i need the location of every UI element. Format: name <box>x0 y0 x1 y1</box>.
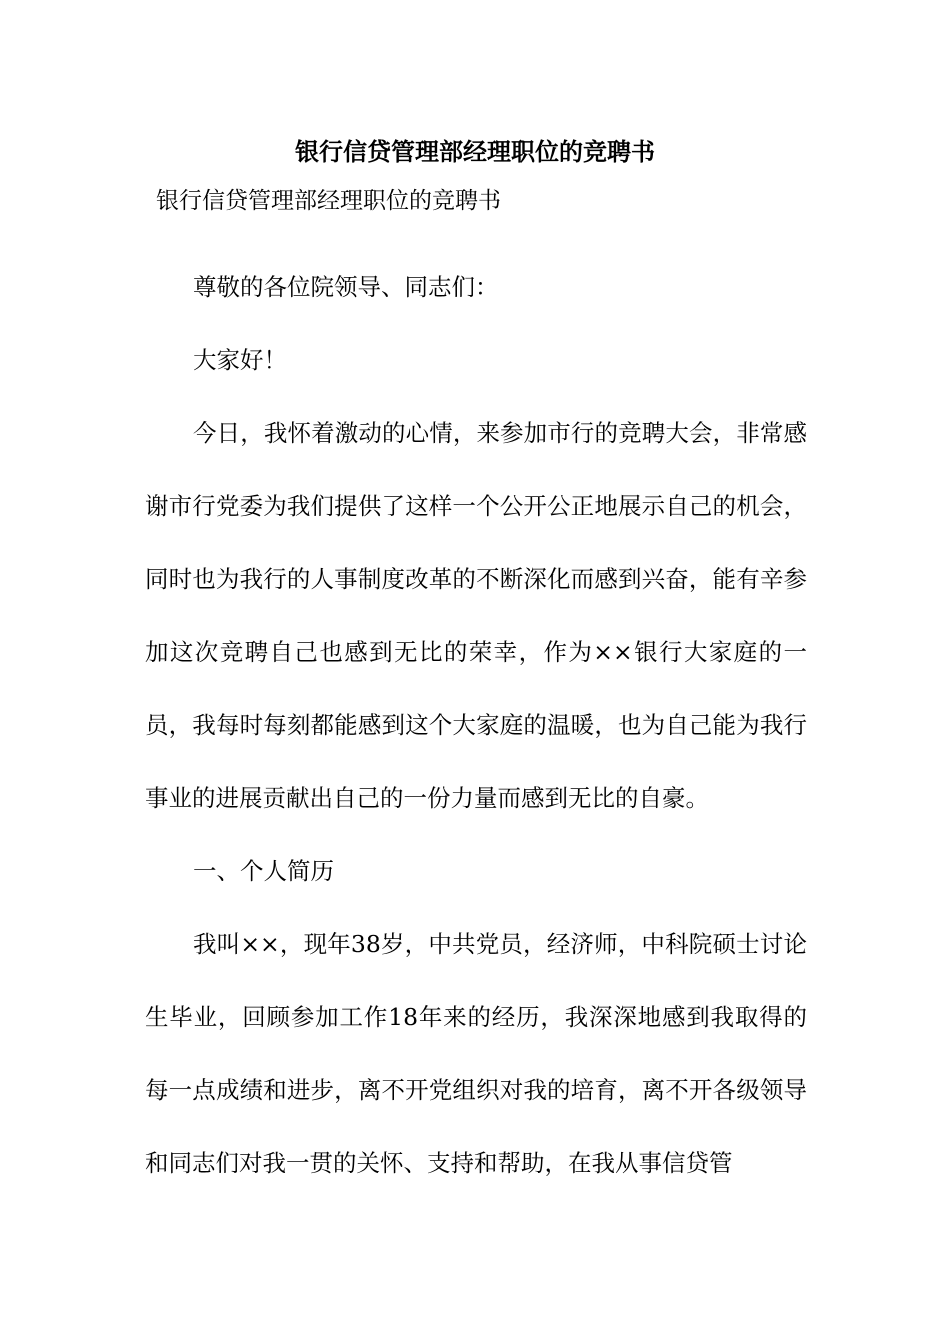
document-title: 银行信贷管理部经理职位的竞聘书 <box>295 137 655 166</box>
greeting-paragraph: 大家好！ <box>193 346 287 374</box>
intro-paragraph: 今日，我怀着激动的心情，来参加市行的竞聘大会，非常感谢市行党委为我们提供了这样一个公开公正地展示自己的机会，同时也为我行的人事制度改革的不断深化而感到兴奋，能有辛参加这次竞聘自己也感到无比的荣幸，作为××银行大家庭的一员，我每时每刻都能感到这个大家庭的温暖，也为自己能为我行事业的进展贡献出自己的一份力量而感到无比的自豪。 <box>145 419 807 812</box>
section-heading: 一、个人简历 <box>193 857 334 885</box>
document-body <box>145 251 807 1200</box>
salutation-paragraph: 尊敬的各位院领导、同志们： <box>193 273 499 301</box>
document-subtitle: 银行信贷管理部经理职位的竞聘书 <box>156 188 501 214</box>
resume-paragraph: 我叫××，现年38岁，中共党员，经济师，中科院硕士讨论生毕业，回顾参加工作18年来的经历，我深深地感到我取得的每一点成绩和进步，离不开党组织对我的培育，离不开各级领导和同志们对我一贯的关怀、支持和帮助，在我从事信贷管 <box>145 930 807 1177</box>
